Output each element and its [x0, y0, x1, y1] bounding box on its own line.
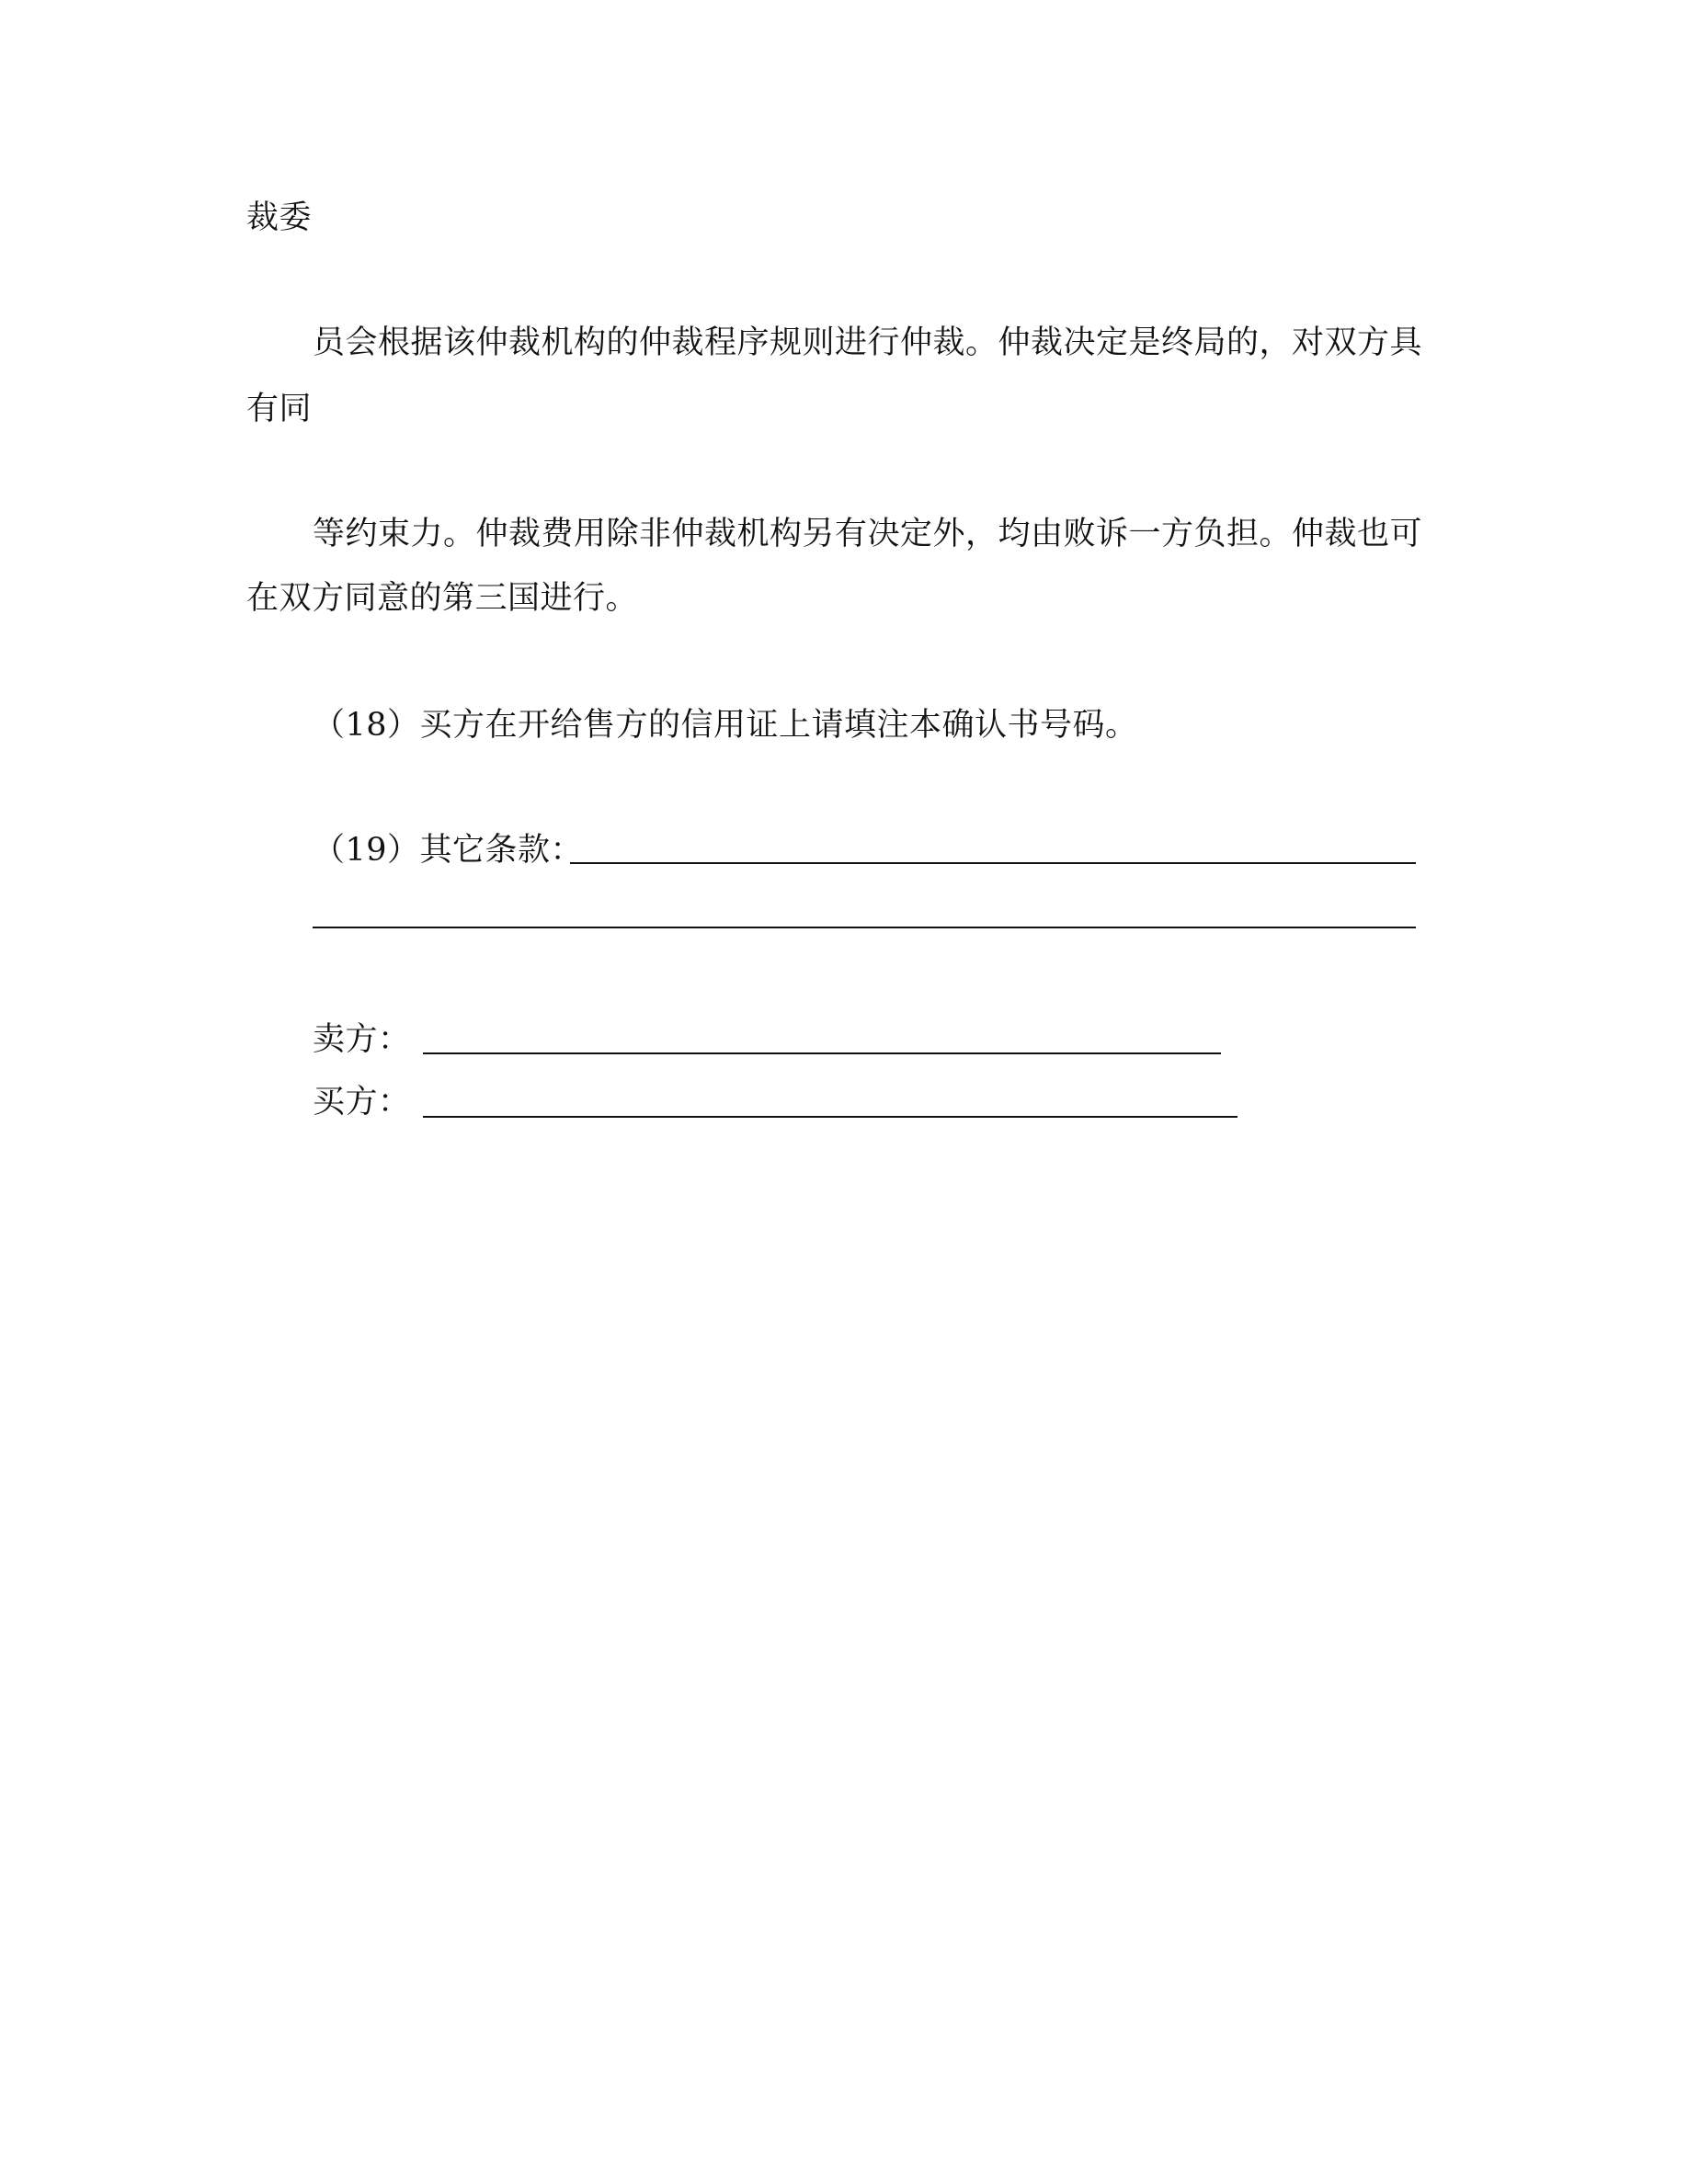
seller-label: 卖方： — [313, 1021, 411, 1058]
clause-19-label: （19）其它条款： — [313, 832, 584, 869]
paragraph-arbitration-rules-line-1: 员会根据该仲裁机构的仲裁程序规则进行仲裁。仲裁决定是终局的，对双方具 — [313, 324, 1423, 361]
buyer-signature-line — [423, 1116, 1237, 1118]
paragraph-arbitration-rules-line-2: 有同 — [246, 391, 313, 427]
paragraph-arbitration-fees-line-1: 等约束力。仲裁费用除非仲裁机构另有决定外，均由败诉一方负担。仲裁也可 — [313, 516, 1423, 552]
clause-18-letter-of-credit: （18）买方在开给售方的信用证上请填注本确认书号码。 — [313, 707, 1138, 744]
paragraph-arbitration-fees-line-2: 在双方同意的第三国进行。 — [246, 580, 639, 617]
seller-signature-line — [423, 1052, 1221, 1054]
clause-19-blank-line-2 — [313, 927, 1416, 928]
text-line-arbitration-committee: 裁委 — [246, 199, 313, 236]
clause-19-blank-line-1 — [570, 862, 1416, 864]
buyer-label: 买方： — [313, 1084, 411, 1120]
